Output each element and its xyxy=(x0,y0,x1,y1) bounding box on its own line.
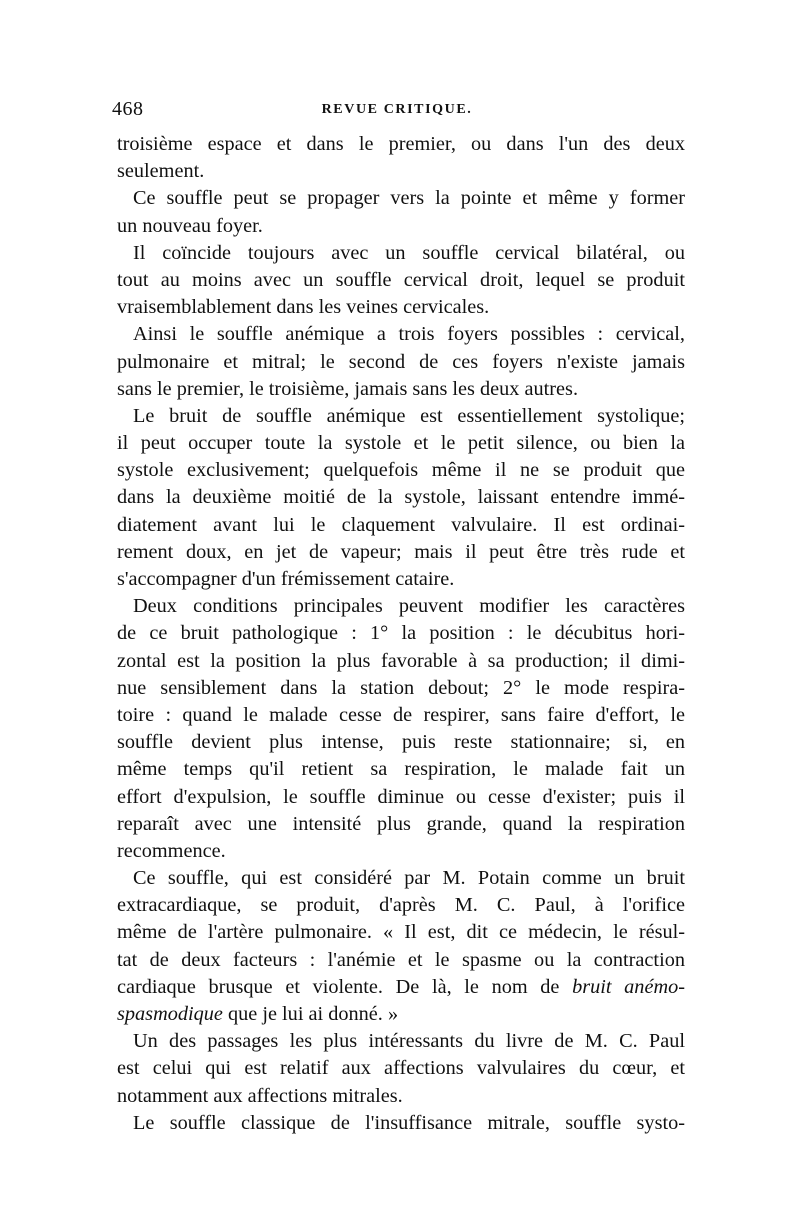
line-text: Un des passages les plus intéressants du livre de M. C. Paul xyxy=(133,1030,685,1053)
line-text: il peut occuper toute la systole et le petit silence, ou bien la xyxy=(117,432,685,455)
line-text: Deux conditions principales peuvent modifier les caractères xyxy=(133,595,685,618)
line-text: même temps qu'il retient sa respiration, le malade fait un xyxy=(117,758,685,781)
line-text: vraisemblablement dans les veines cervicales. xyxy=(117,296,490,319)
line-text: de ce bruit pathologique : 1° la position : le décubitus hori- xyxy=(117,622,685,645)
line-text: Ainsi le souffle anémique a trois foyers possibles : cervical, xyxy=(133,323,685,346)
line-text: systole exclusivement; quelquefois même il ne se produit que xyxy=(117,459,685,482)
line-text: est celui qui est relatif aux affections valvulaires du cœur, et xyxy=(117,1057,685,1080)
text-line xyxy=(117,729,685,756)
italic-term: bruit anémo- xyxy=(572,975,685,998)
text-line xyxy=(117,213,685,240)
text-line xyxy=(117,267,685,294)
text-line xyxy=(117,430,685,457)
text-line xyxy=(117,702,685,729)
text-line xyxy=(117,158,685,185)
line-text: Le bruit de souffle anémique est essentiellement systolique; xyxy=(133,404,685,427)
line-text: cardiaque brusque et violente. De là, le nom de xyxy=(117,975,560,998)
text-line xyxy=(117,566,685,593)
text-line xyxy=(117,1110,685,1137)
page-number: 468 xyxy=(112,98,144,120)
text-line xyxy=(117,648,685,675)
text-line xyxy=(117,947,685,974)
text-line xyxy=(117,756,685,783)
line-text: dans la deuxième moitié de la systole, laissant entendre immé- xyxy=(117,486,685,509)
text-line xyxy=(117,811,685,838)
line-text: diatement avant lui le claquement valvulaire. Il est ordinai- xyxy=(117,513,685,536)
line-text: Ce souffle peut se propager vers la pointe et même y former xyxy=(133,187,685,210)
line-tail: que je lui ai donné. » xyxy=(222,1003,399,1025)
line-text: reparaît avec une intensité plus grande, quand la respiration xyxy=(117,812,685,835)
line-text: recommence. xyxy=(117,839,226,862)
line-text: s'accompagner d'un frémissement cataire. xyxy=(117,568,455,590)
text-line xyxy=(117,294,685,321)
line-text: tat de deux facteurs : l'anémie et le spasme ou la contraction xyxy=(117,948,685,971)
line-text: Il coïncide toujours avec un souffle cervical bilatéral, ou xyxy=(133,241,685,264)
text-line xyxy=(117,838,685,865)
text-line xyxy=(117,892,685,919)
text-line xyxy=(117,919,685,946)
line-text: effort d'expulsion, le souffle diminue ou cesse d'exister; puis il xyxy=(117,785,685,808)
text-line xyxy=(117,1028,685,1055)
text-line xyxy=(117,349,685,376)
line-text: Ce souffle, qui est considéré par M. Potain comme un bruit xyxy=(133,867,685,890)
italic-term: spasmodique xyxy=(117,1003,223,1025)
text-line xyxy=(117,620,685,647)
text-line xyxy=(117,321,685,348)
line-text: sans le premier, le troisième, jamais sans les deux autres. xyxy=(117,377,579,400)
text-line xyxy=(117,240,685,267)
text-line xyxy=(117,974,685,1001)
line-text: tout au moins avec un souffle cervical droit, lequel se produit xyxy=(117,268,685,291)
body-text xyxy=(117,131,685,1137)
text-line xyxy=(117,512,685,539)
line-text: Le souffle classique de l'insuffisance mitrale, souffle systo- xyxy=(133,1111,685,1134)
text-line xyxy=(117,675,685,702)
text-line xyxy=(117,593,685,620)
line-text: nue sensiblement dans la station debout; 2° le mode respira- xyxy=(117,676,685,699)
text-line xyxy=(117,484,685,511)
text-line xyxy=(117,865,685,892)
text-line xyxy=(117,1055,685,1082)
text-line xyxy=(117,784,685,811)
line-text: toire : quand le malade cesse de respirer, sans faire d'effort, le xyxy=(117,703,685,726)
line-text: troisième espace et dans le premier, ou dans l'un des deux xyxy=(117,133,685,155)
running-head xyxy=(112,98,682,122)
line-text: pulmonaire et mitral; le second de ces foyers n'existe jamais xyxy=(117,350,685,373)
line-text: un nouveau foyer. xyxy=(117,214,263,237)
line-text: extracardiaque, se produit, d'après M. C. Paul, à l'orifice xyxy=(117,894,685,917)
text-line xyxy=(117,376,685,403)
running-title: REVUE CRITIQUE. xyxy=(321,102,473,117)
line-text: même de l'artère pulmonaire. « Il est, dit ce médecin, le résul- xyxy=(117,921,685,944)
text-line xyxy=(117,185,685,212)
line-text: souffle devient plus intense, puis reste stationnaire; si, en xyxy=(117,731,685,754)
text-line xyxy=(117,457,685,484)
line-text: notamment aux affections mitrales. xyxy=(117,1084,403,1107)
text-line xyxy=(117,1001,685,1028)
line-text: rement doux, en jet de vapeur; mais il peut être très rude et xyxy=(117,540,685,563)
text-line xyxy=(117,1083,685,1110)
line-text: seulement. xyxy=(117,160,205,183)
line-text: zontal est la position la plus favorable à sa production; il dimi- xyxy=(117,649,685,672)
text-line xyxy=(117,131,685,158)
text-line xyxy=(117,403,685,430)
text-line xyxy=(117,539,685,566)
